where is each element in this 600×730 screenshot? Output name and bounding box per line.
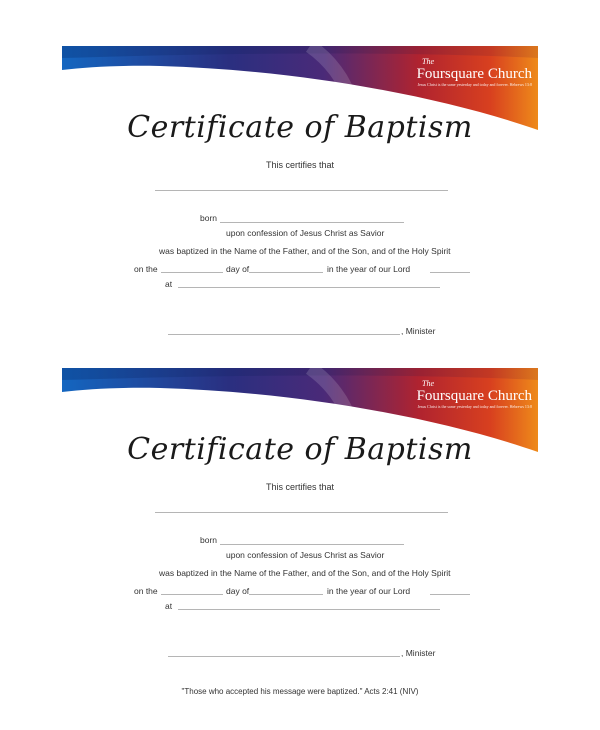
on-the-label: on the <box>134 264 158 274</box>
born-line[interactable] <box>220 222 404 223</box>
church-logo <box>414 380 532 409</box>
year-of-label: in the year of our Lord <box>327 586 411 596</box>
logo-tagline: Jesus Christ is the same yesterday and today and forever. Hebrews 13:8 <box>417 404 532 409</box>
logo-the: The <box>422 379 434 388</box>
minister-line[interactable] <box>168 656 400 657</box>
place-line[interactable] <box>178 287 440 288</box>
baptized-text: was baptized in the Name of the Father, and of the Son, and of the Holy Spirit <box>159 568 451 578</box>
born-label: born <box>200 535 218 545</box>
logo-name: Foursquare Church <box>416 388 532 404</box>
year-line[interactable] <box>430 594 470 595</box>
confession-text: upon confession of Jesus Christ as Savior <box>226 550 385 560</box>
year-line[interactable] <box>430 272 470 273</box>
name-line[interactable] <box>155 190 448 191</box>
name-line[interactable] <box>155 512 448 513</box>
at-label: at <box>165 279 173 289</box>
church-logo <box>414 58 532 87</box>
born-line[interactable] <box>220 544 404 545</box>
at-label: at <box>165 601 173 611</box>
year-of-label: in the year of our Lord <box>327 264 411 274</box>
month-line[interactable] <box>249 594 323 595</box>
day-line[interactable] <box>161 594 223 595</box>
baptized-text: was baptized in the Name of the Father, and of the Son, and of the Holy Spirit <box>159 246 451 256</box>
confession-text: upon confession of Jesus Christ as Savior <box>226 228 385 238</box>
born-label: born <box>200 213 218 223</box>
minister-label: , Minister <box>401 648 436 658</box>
minister-label: , Minister <box>401 326 436 336</box>
logo-name: Foursquare Church <box>416 66 532 82</box>
certificate-2 <box>0 322 600 658</box>
day-of-label: day of <box>226 264 250 274</box>
certifies-text: This certifies that <box>265 482 335 492</box>
certificate-title: Certificate of Baptism <box>127 110 473 145</box>
on-the-label: on the <box>134 586 158 596</box>
month-line[interactable] <box>249 272 323 273</box>
logo-the: The <box>422 57 434 66</box>
footer-quote: "Those who accepted his message were baptized." Acts 2:41 (NIV) <box>181 687 419 696</box>
place-line[interactable] <box>178 609 440 610</box>
certifies-text: This certifies that <box>265 160 335 170</box>
day-line[interactable] <box>161 272 223 273</box>
certificate-title: Certificate of Baptism <box>127 432 473 467</box>
day-of-label: day of <box>226 586 250 596</box>
logo-tagline: Jesus Christ is the same yesterday and today and forever. Hebrews 13:8 <box>417 82 532 87</box>
certificate-1 <box>0 0 600 336</box>
